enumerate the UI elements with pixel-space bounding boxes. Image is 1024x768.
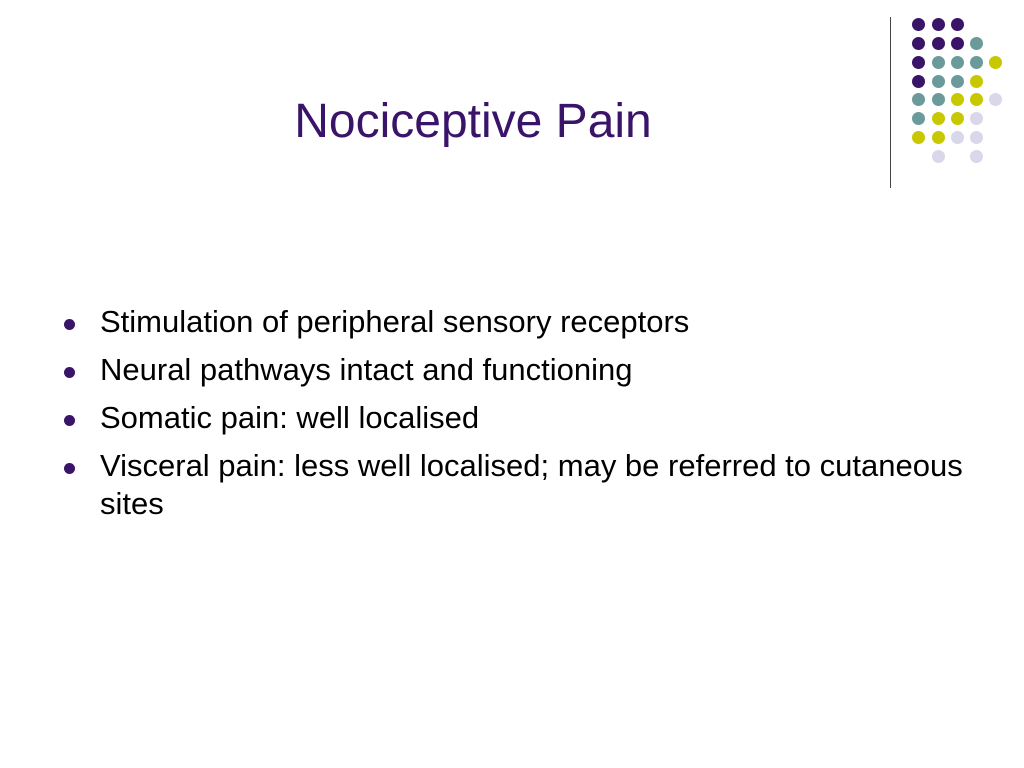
bullet-text: Neural pathways intact and functioning <box>100 352 633 387</box>
decorative-dot <box>932 112 945 125</box>
decorative-dot <box>932 131 945 144</box>
bullet-dot-icon <box>64 367 75 378</box>
decorative-dot <box>951 112 964 125</box>
decorative-dot <box>989 56 1002 69</box>
bullet-list <box>62 303 982 533</box>
bullet-dot-icon <box>64 463 75 474</box>
decorative-dot <box>970 131 983 144</box>
bullet-item <box>62 303 982 341</box>
bullet-text: Visceral pain: less well localised; may be referred to cutaneous sites <box>100 448 963 521</box>
bullet-text: Somatic pain: well localised <box>100 400 480 435</box>
decorative-dot <box>951 93 964 106</box>
decorative-dot <box>932 150 945 163</box>
bullet-item <box>62 447 982 523</box>
decorative-dot <box>912 93 925 106</box>
decorative-dot <box>970 75 983 88</box>
decorative-dot <box>932 18 945 31</box>
decorative-dot <box>951 18 964 31</box>
decorative-dot <box>912 112 925 125</box>
decorative-dot <box>951 75 964 88</box>
decorative-dot <box>932 56 945 69</box>
decorative-dot <box>912 131 925 144</box>
decorative-dot <box>970 150 983 163</box>
decorative-dot <box>912 56 925 69</box>
bullet-item <box>62 351 982 389</box>
decorative-dot <box>970 93 983 106</box>
bullet-dot-icon <box>64 415 75 426</box>
slide-title: Nociceptive Pain <box>294 95 652 148</box>
decorative-dot <box>932 75 945 88</box>
decorative-dot <box>932 37 945 50</box>
decorative-dot <box>951 56 964 69</box>
bullet-dot-icon <box>64 319 75 330</box>
decorative-dot <box>912 75 925 88</box>
decorative-dot <box>970 112 983 125</box>
decorative-dot-grid <box>0 0 1024 200</box>
decorative-dot <box>951 131 964 144</box>
bullet-item <box>62 399 982 437</box>
decorative-dot <box>951 37 964 50</box>
decorative-dot <box>970 37 983 50</box>
bullet-text: Stimulation of peripheral sensory receptors <box>100 304 690 339</box>
decorative-dot <box>932 93 945 106</box>
decorative-dot <box>912 37 925 50</box>
decorative-dot <box>912 18 925 31</box>
decorative-dot <box>989 93 1002 106</box>
decorative-dot <box>970 56 983 69</box>
